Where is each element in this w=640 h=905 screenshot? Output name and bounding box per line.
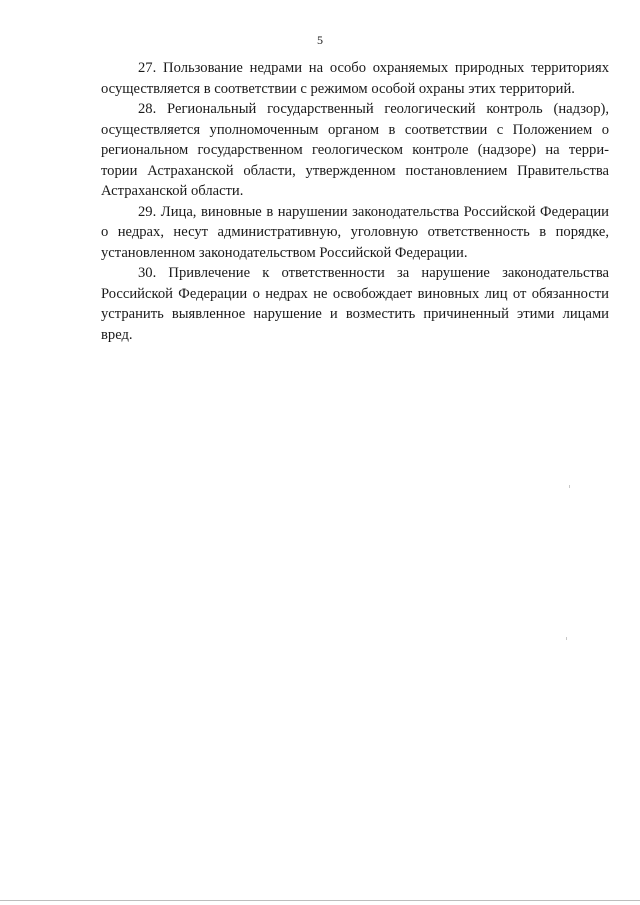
paragraph-27 [101,58,609,99]
document-body [101,58,609,345]
page-bottom-edge [0,900,640,901]
paragraph-27-number: 27. [138,60,157,76]
paragraph-29 [101,202,609,264]
paragraph-27-text: Пользование недрами на особо охраняемых природных территориях осуществляется в соответствии с режимом особой охраны этих территорий. [101,60,609,97]
scan-artifact-dot [566,637,567,640]
paragraph-28-number: 28. [138,101,157,117]
paragraph-28-text: Региональный государственный геологический контроль (надзор), осуществляется уполномоченным органом в соответствии с Положением о региональном государственном геологическом контроле (надзоре) на терри-тории Астраханской области, утвержденном постановлением Правительства Астраханской области. [101,101,609,199]
paragraph-29-number: 29. [138,203,157,220]
scan-artifact-dot [569,485,570,488]
paragraph-30-number: 30. [138,265,157,281]
page-number: 5 [317,33,323,47]
paragraph-30 [101,263,609,345]
paragraph-29-text: Лица, виновные в нарушении законодательства Российской Федерации о недрах, несут административную, уголовную ответственность в порядке, установленном законодательством Российской Федерации. [101,203,609,261]
paragraph-30-text: Привлечение к ответственности за нарушение законодательства Российской Федерации о недрах не освобождает виновных лиц от обязанности устранить выявленное нарушение и возместить причиненный этими лицами вред. [101,265,609,343]
paragraph-28 [101,99,609,202]
